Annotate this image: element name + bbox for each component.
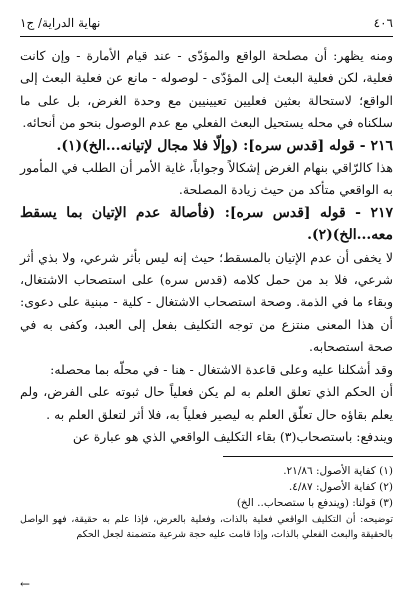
footnote-explanation: توضيحه: أن التكليف الواقعي فعلية بالذات، وفعلية بالعرض، فإذا علم به حقيقة، فهو الواصل بالحقيقة والبعث الفعلي بالذات، وإذا قامت عليه حجة شرعية متضمنة لجعل الحكم [20,514,393,540]
footnote-rule [223,456,393,457]
page-header [20,14,393,32]
paragraph: هذا كالرّاقي بنهام الغرض إشكالاً وجواباً، غاية الأمر أن الطلب في المأمور به الواقعي متأكد من حيث زيادة المصلحة. [20,160,393,198]
paragraph: وقد أشكلنا عليه وعلى قاعدة الاشتغال - هنا - في محلّه بما محصله: [50,361,393,377]
section-heading: ٢١٦ - قوله [قدس سره]: (وإلّا فلا مجال لإتيانه...الخ)(١). [56,137,393,154]
footnote: (٣) قولنا: (ويندفع با ستصحاب.. الخ) [236,497,393,510]
paragraph: ويندفع: باستصحاب(٣) بقاء التكليف الواقعي الذي هو عبارة عن [72,428,393,444]
main-text [20,45,393,448]
paragraph: ومنه يظهر: أن مصلحة الواقع والمؤدّى - عند قيام الأمارة - وإن كانت فعلية، لكن فعلية البعث إلى المؤدّى - لوصوله - مانع عن فعلية البعث إلى الواقع؛ لاستحالة بعثين فعليين تعيينيين مع وحدة الغرض، بل على ما سلكناه في محله يستحيل البعث الفعلي مع عدم الوصول بنحو من أنحائه. [20,48,393,131]
footnote: (١) كفاية الأصول: ٢١/٨٦. [283,465,393,478]
running-title: نهاية الدراية/ ج١ [20,16,101,30]
header-rule [20,36,393,37]
paragraph: لا يخفى أن عدم الإتيان بالمسقط؛ حيث إنه ليس بأثر شرعي، ولا بذي أثر شرعي، فلا بد من حمل كلامه (قدس سره) على استصحاب الاشتغال، وبقاء ما في الذمة. وصحة استصحاب الاشتغال - كلية - مبنية على دعوى: أن هذا المعنى منتزع من توجه التكليف بفعل إلى العبد، وكفى به في صحة استصحابه. [20,249,393,355]
footnotes [20,463,393,542]
section-heading: ٢١٧ - قوله [قدس سره]: (فأصالة عدم الإتيان بما يسقط معه...الخ)(٢). [20,204,393,244]
paragraph: أن الحكم الذي تعلق العلم به لم يكن فعلياً حال ثبوته على الفرض، ولم يعلم بقاؤه حال تعلّق العلم به ليصير فعلياً به، فلا أثر لتعلق العلم به . [20,384,393,422]
footnote: (٢) كفاية الأصول: ٤/٨٧. [288,481,393,494]
page-number: ٤٠٦ [373,16,393,30]
continue-arrow-icon: ← [20,577,31,591]
